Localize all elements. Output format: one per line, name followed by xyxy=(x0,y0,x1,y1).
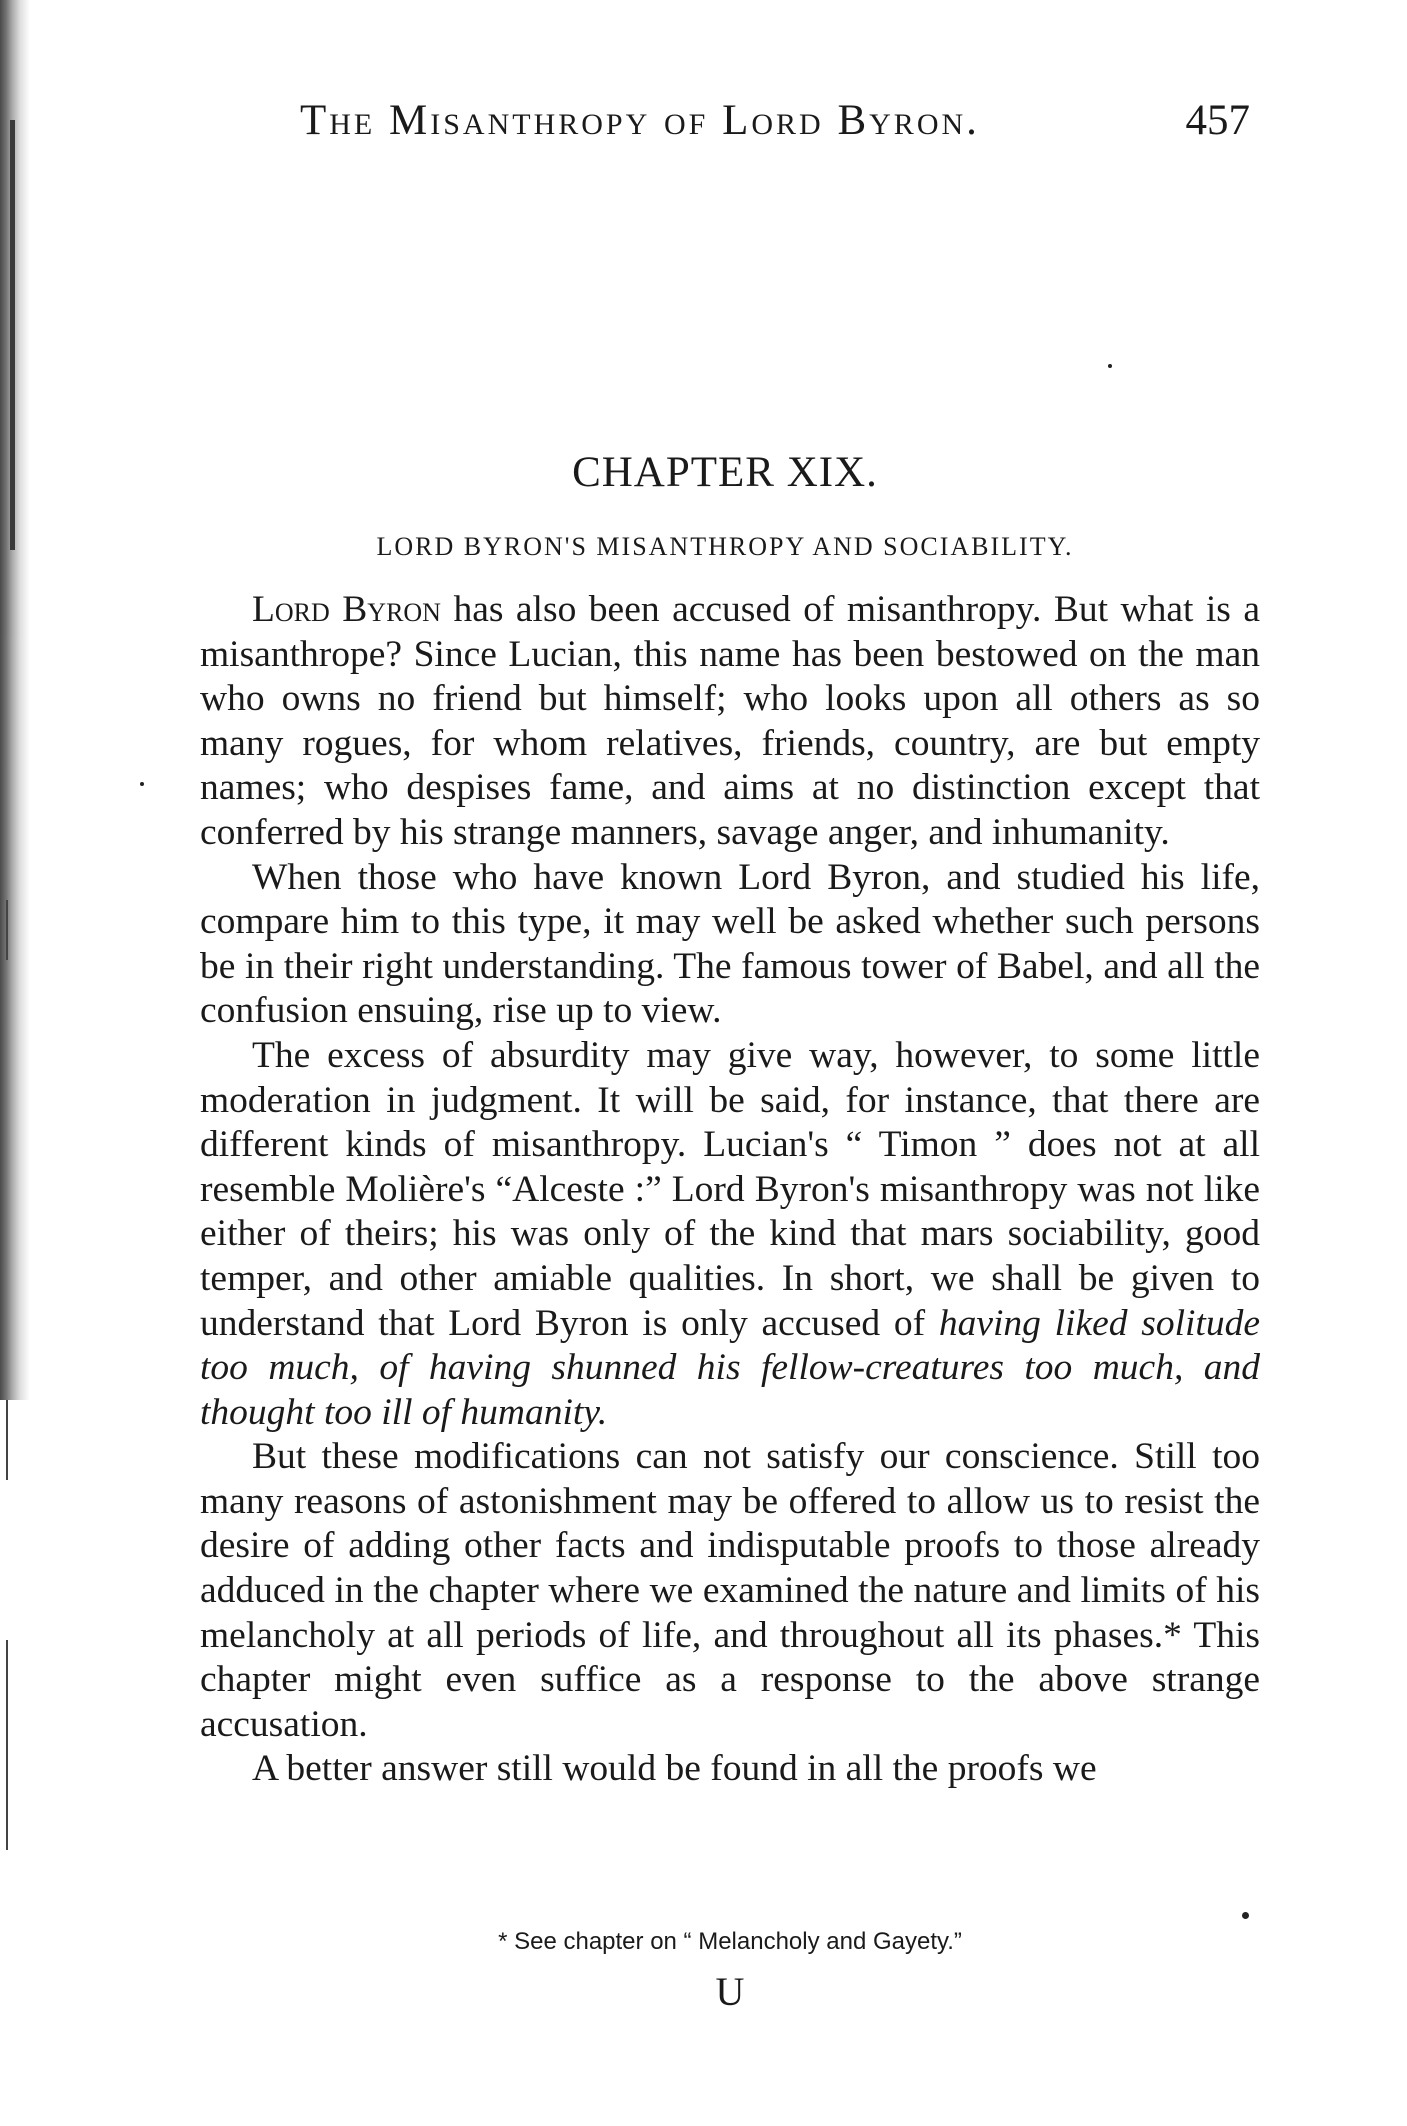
signature-mark: U xyxy=(715,1969,745,2014)
paragraph-text: has also been accused of misanthropy. But what is a misanthrope? Since Lucian, this name has been bestowed on the man who owns no friend but himself; who looks upon all others as so many rogues, for whom relatives, friends, country, are but empty names; who despises fame, and aims at no distinction except that conferred by his strange manners, savage anger, and inhumanity. xyxy=(200,589,1261,853)
lead-in-small-caps: Lord Byron xyxy=(252,589,441,630)
paragraph-5 xyxy=(200,1747,1260,1792)
paragraph-text: A better answer still would be found in all the proofs we xyxy=(252,1748,1097,1790)
margin-mark xyxy=(6,1640,8,1850)
ink-speck xyxy=(140,782,144,786)
margin-mark xyxy=(6,1400,8,1480)
paragraph-text: But these modifications can not satisfy our conscience. Still too many reasons of astonishment may be offered to allow us to resist the desire of adding other facts and indisputable proofs to those already adduced in the chapter where we examined the nature and limits of his melancholy at all periods of life, and throughout all its phases.* This chapter might even suffice as a response to the above strange accusation. xyxy=(200,1436,1260,1745)
page-number: 457 xyxy=(1185,97,1250,144)
paragraph-4 xyxy=(200,1435,1260,1747)
paragraph-1 xyxy=(200,588,1260,856)
body-text xyxy=(200,588,1260,1792)
chapter-subtitle: LORD BYRON'S MISANTHROPY AND SOCIABILITY. xyxy=(376,532,1074,561)
running-head xyxy=(300,96,1250,156)
paragraph-2 xyxy=(200,856,1260,1034)
chapter-title: CHAPTER XIX. xyxy=(572,449,878,496)
margin-mark xyxy=(6,900,8,960)
ink-speck xyxy=(1242,1912,1249,1919)
paragraph-text: When those who have known Lord Byron, and studied his life, compare him to this type, it may well be asked whether such persons be in their right understanding. The famous tower of Babel, and all the confusion ensuing, rise up to view. xyxy=(200,856,1260,1032)
ink-speck xyxy=(1108,364,1112,368)
paragraph-3 xyxy=(200,1034,1260,1435)
paragraph-text: The excess of absurdity may give way, however, to some little moderation in judgment. It will be said, for instance, that there are different kinds of misanthropy. Lucian's “ Timon ” does not at all resemble Molière's “Alceste :” Lord Byron's misanthropy was not like either of theirs; his was only of the kind that mars sociability, good temper, and other amiable qualities. In short, we shall be given to understand that Lord Byron is only accused of xyxy=(200,1034,1260,1344)
italic-emphasis: having liked solitude too much, of having shunned his fellow-creatures too much, and thought too ill of humanity. xyxy=(200,1302,1260,1433)
running-title: The Misanthropy of Lord Byron. xyxy=(300,97,980,144)
footnote: * See chapter on “ Melancholy and Gayety.” xyxy=(498,1928,962,1955)
binding-edge-shadow xyxy=(0,0,30,1400)
